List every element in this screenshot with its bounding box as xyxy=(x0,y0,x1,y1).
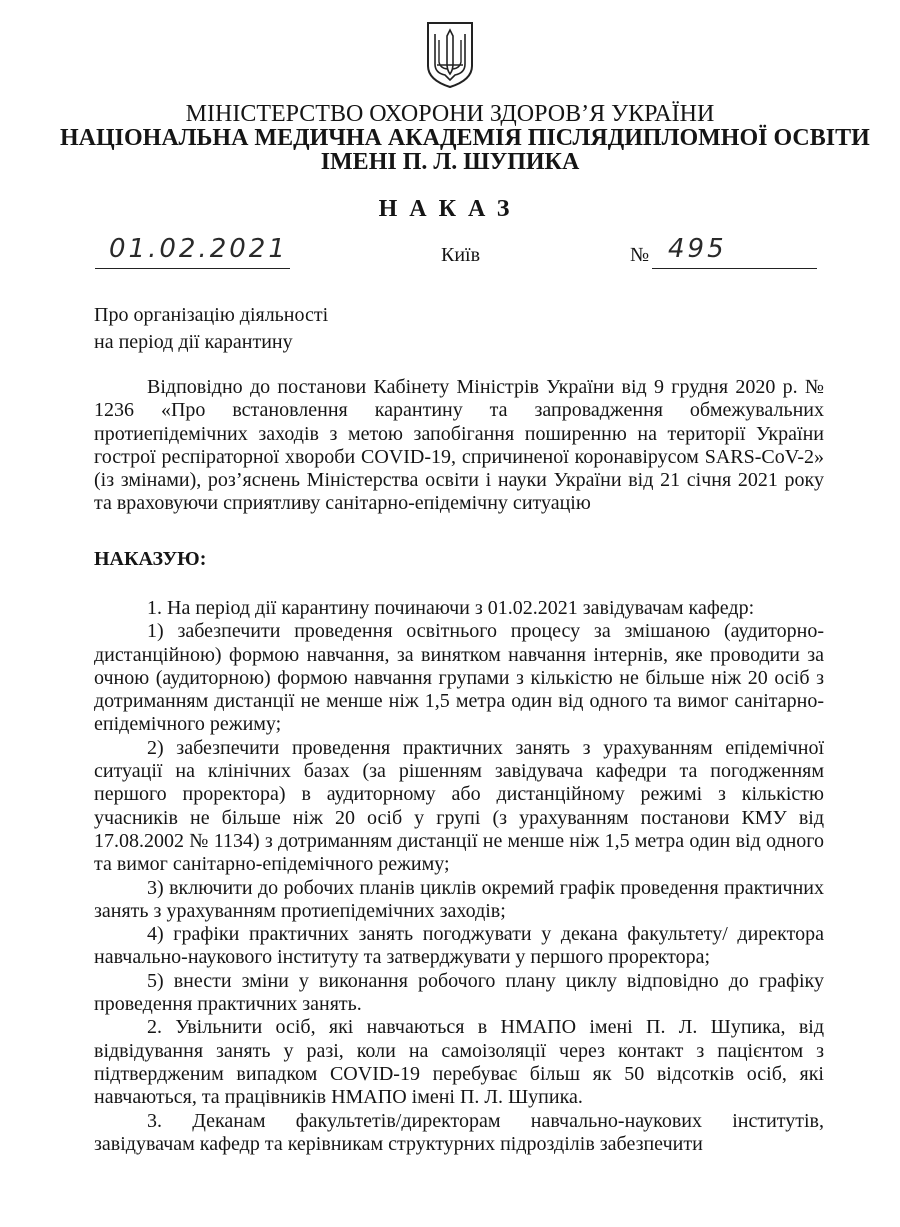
order-heading: НАКАЗУЮ: xyxy=(94,548,207,570)
clause-1-1: 1) забезпечити проведення освітнього процесу за змішаною (аудиторно-дистанційною) формою навчання, за винятком навчання інтернів, яке проводити за очною (аудиторною) формою навчання групами з кількістю не більше ніж 20 осіб з дотриманням дистанції не менше ніж 1,5 метра один від одного та вимог санітарно-епідемічного режиму; xyxy=(94,620,824,736)
clause-1-4: 4) графіки практичних занять погоджувати у декана факультету/ директора навчально-наукового інституту та затверджувати у першого проректора; xyxy=(94,923,824,969)
subject-line-1: Про організацію діяльності xyxy=(94,304,329,326)
academy-name-line2: ІМЕНІ П. Л. ШУПИКА xyxy=(320,149,580,175)
clause-3: 3. Деканам факультетів/директорам навчально-наукових інститутів, завідувачам кафедр та керівникам структурних підрозділів забезпечити xyxy=(94,1109,824,1155)
order-subject xyxy=(94,302,328,356)
clause-1-2: 2) забезпечити проведення практичних занять з урахуванням епідемічної ситуації на клінічних базах (за рішенням завідувача кафедри та погодженням першого проректора) в аудиторному або дистанційному режимі з кількістю учасників не більше ніж 20 осіб у групі (з урахуванням постанови КМУ від 17.08.2002 № 1134) з дотриманням дистанції не менше ніж 1,5 метра один від одного та вимог санітарно-епідемічного режиму; xyxy=(94,736,824,876)
order-date: 01.02.2021 xyxy=(109,234,288,264)
order-date-field xyxy=(95,234,290,269)
clause-2: 2. Увільнити осіб, які навчаються в НМАПО імені П. Л. Шупика, від відвідування занять у разі, коли на самоізоляції через контакт з пацієнтом з підтвердженим випадком COVID-19 перебуває більш як 50 відсотків осіб, які навчаються, та працівників НМАПО імені П. Л. Шупика. xyxy=(94,1016,824,1109)
preamble xyxy=(94,376,824,516)
order-city: Київ xyxy=(441,244,481,266)
preamble-text: Відповідно до постанови Кабінету Міністрів України від 9 грудня 2020 р. № 1236 «Про встановлення карантину та запровадження обмежувальних протиепідемічних заходів з метою запобігання поширенню на території України гострої респіраторної хвороби COVID-19, спричиненої коронавірусом SARS-CoV-2» (із змінами), роз’яснень Міністерства освіти і науки України від 21 січня 2021 року та враховуючи сприятливу санітарно-епідемічну ситуацію xyxy=(94,376,824,515)
order-number-label: № xyxy=(630,244,650,266)
clause-1-3: 3) включити до робочих планів циклів окремий графік проведення практичних занять з урахуванням протиепідемічних заходів; xyxy=(94,876,824,922)
order-number: 495 xyxy=(668,234,727,264)
academy-name-line1: НАЦІОНАЛЬНА МЕДИЧНА АКАДЕМІЯ ПІСЛЯДИПЛОМНОЇ ОСВІТИ xyxy=(60,125,870,151)
clause-1-5: 5) внести зміни у виконання робочого плану циклу відповідно до графіку проведення практичних занять. xyxy=(94,969,824,1016)
clause-1: 1. На період дії карантину починаючи з 01.02.2021 завідувачам кафедр: xyxy=(147,597,755,619)
document-title: НАКАЗ xyxy=(378,196,522,222)
ministry-name: МІНІСТЕРСТВО ОХОРОНИ ЗДОРОВ’Я УКРАЇНИ xyxy=(185,101,715,127)
order-clauses xyxy=(94,597,824,1156)
subject-line-2: на період дії карантину xyxy=(94,331,293,353)
tryzub-coat-of-arms-icon xyxy=(425,20,475,90)
order-number-field xyxy=(652,234,817,269)
